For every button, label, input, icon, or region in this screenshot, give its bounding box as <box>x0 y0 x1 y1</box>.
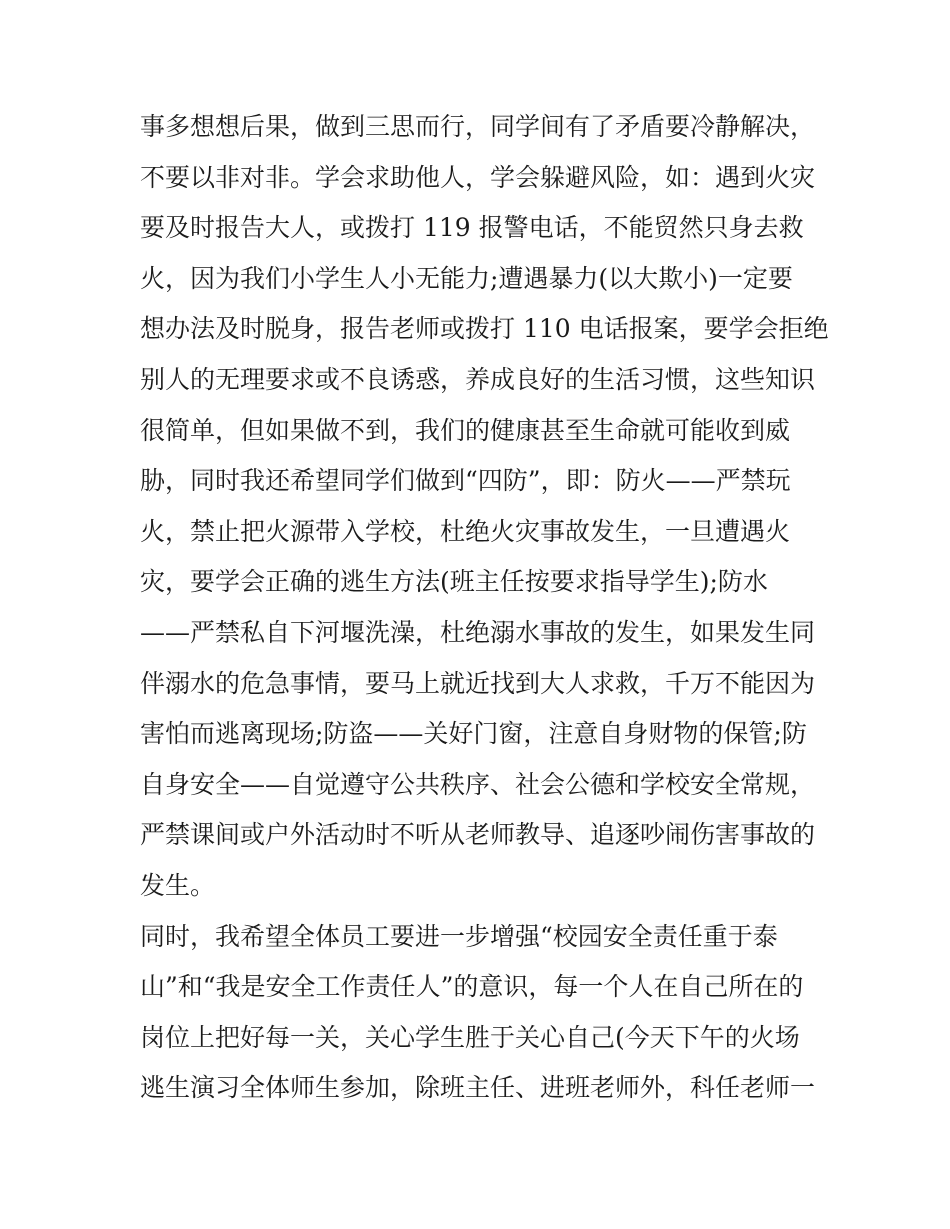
text-line: 别人的无理要求或不良诱惑，养成良好的生活习惯，这些知识 <box>140 364 816 394</box>
text-line: 自身安全——自觉遵守公共秩序、社会公德和学校安全常规， <box>140 769 816 799</box>
body-text <box>140 102 829 1114</box>
text-line: 山”和“我是安全工作责任人”的意识，每一个人在自己所在的 <box>140 972 804 1002</box>
text-line: 岗位上把好每一关，关心学生胜于关心自己(今天下午的火场 <box>140 1022 800 1052</box>
text-line: 想办法及时脱身，报告老师或拨打 110 电话报案，要学会拒绝 <box>140 314 829 344</box>
text-line: 火，禁止把火源带入学校，杜绝火灾事故发生，一旦遭遇火 <box>140 516 791 546</box>
text-line: 事多想想后果，做到三思而行，同学间有了矛盾要冷静解决， <box>140 112 816 141</box>
text-line: 要及时报告大人，或拨打 119 报警电话，不能贸然只身去救 <box>140 213 804 243</box>
text-line: ——严禁私自下河堰洗澡，杜绝溺水事故的发生，如果发生同 <box>140 617 816 647</box>
text-line: 灾，要学会正确的逃生方法(班主任按要求指导学生);防水 <box>140 567 768 597</box>
text-line: 火，因为我们小学生人小无能力;遭遇暴力(以大欺小)一定要 <box>140 263 793 293</box>
text-line: 伴溺水的危急事情，要马上就近找到大人求救，千万不能因为 <box>140 668 816 698</box>
text-line: 害怕而逃离现场;防盗——关好门窗，注意自身财物的保管;防 <box>140 719 807 749</box>
text-line: 很简单，但如果做不到，我们的健康甚至生命就可能收到威 <box>140 415 791 445</box>
text-line: 同时，我希望全体员工要进一步增强“校园安全责任重于泰 <box>140 921 778 951</box>
text-line: 逃生演习全体师生参加，除班主任、进班老师外，科任老师一 <box>140 1073 816 1103</box>
text-line: 不要以非对非。学会求助他人，学会躲避风险，如：遇到火灾 <box>140 162 816 192</box>
text-line: 发生。 <box>140 870 216 900</box>
text-line: 胁，同时我还希望同学们做到“四防”，即：防火——严禁玩 <box>140 466 791 496</box>
text-line: 严禁课间或户外活动时不听从老师教导、追逐吵闹伤害事故的 <box>140 820 816 850</box>
